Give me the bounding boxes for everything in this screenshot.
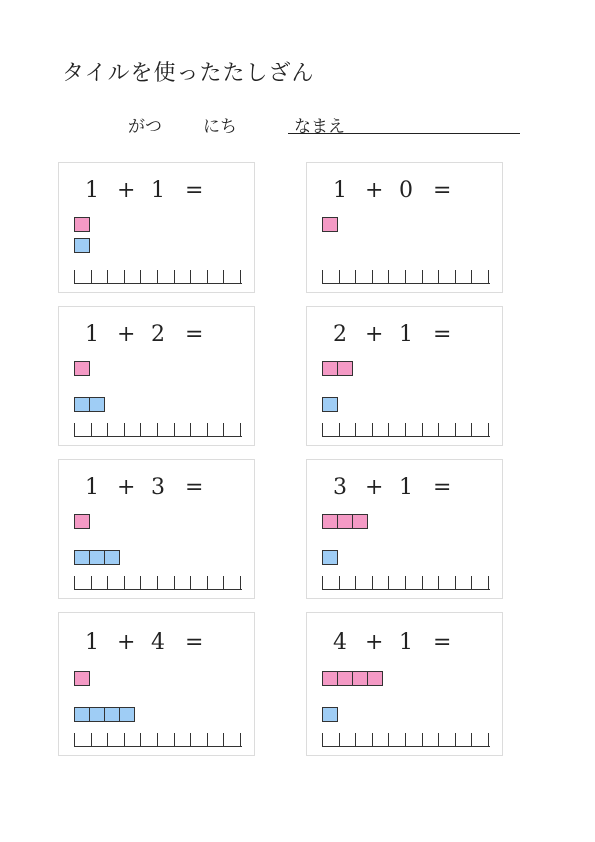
second-addend-tiles <box>322 707 337 722</box>
first-addend: 2 <box>333 322 347 347</box>
problem-card <box>58 612 255 756</box>
equals-sign: = <box>433 322 452 347</box>
plus-sign: + <box>365 630 384 655</box>
first-addend: 1 <box>85 322 99 347</box>
ruler-tick <box>488 270 489 283</box>
ruler-tick <box>140 576 141 589</box>
equation <box>59 473 256 503</box>
ruler-tick <box>438 270 439 283</box>
ruler-tick <box>157 270 158 283</box>
tile-ruler <box>322 270 490 284</box>
first-addend-tile <box>322 217 338 232</box>
ruler-tick <box>91 576 92 589</box>
problem-card <box>306 306 503 446</box>
first-addend-tile <box>74 671 90 686</box>
tile-ruler <box>322 733 490 747</box>
ruler-tick <box>240 733 241 746</box>
ruler-tick <box>355 733 356 746</box>
ruler-tick <box>455 576 456 589</box>
ruler-tick <box>240 270 241 283</box>
ruler-tick <box>190 423 191 436</box>
ruler-tick <box>455 270 456 283</box>
ruler-tick <box>372 423 373 436</box>
ruler-tick <box>74 733 75 746</box>
plus-sign: + <box>365 178 384 203</box>
ruler-tick <box>140 423 141 436</box>
ruler-tick <box>223 270 224 283</box>
ruler-tick <box>157 733 158 746</box>
second-addend: 3 <box>151 475 165 500</box>
ruler-tick <box>107 270 108 283</box>
first-addend-tile <box>322 514 338 529</box>
first-addend: 4 <box>333 630 347 655</box>
second-addend-tile <box>74 550 90 565</box>
first-addend: 3 <box>333 475 347 500</box>
ruler-tick <box>471 423 472 436</box>
equals-sign: = <box>185 322 204 347</box>
ruler-tick <box>140 270 141 283</box>
second-addend: 1 <box>151 178 165 203</box>
ruler-tick <box>388 733 389 746</box>
ruler-tick <box>190 270 191 283</box>
tile-ruler <box>74 733 242 747</box>
plus-sign: + <box>117 322 136 347</box>
first-addend-tile <box>337 514 353 529</box>
second-addend-tile <box>104 550 120 565</box>
second-addend-tile <box>74 397 90 412</box>
ruler-tick <box>157 423 158 436</box>
month-label: がつ <box>128 117 162 137</box>
ruler-tick <box>372 270 373 283</box>
ruler-tick <box>107 423 108 436</box>
ruler-tick <box>124 733 125 746</box>
problem-card <box>58 459 255 599</box>
ruler-tick <box>339 270 340 283</box>
ruler-tick <box>223 576 224 589</box>
first-addend-tile <box>352 514 368 529</box>
first-addend-tile <box>322 361 338 376</box>
first-addend-tile <box>352 671 368 686</box>
second-addend-tile <box>89 397 105 412</box>
equals-sign: = <box>433 475 452 500</box>
ruler-tick <box>388 423 389 436</box>
first-addend: 1 <box>85 475 99 500</box>
ruler-tick <box>438 733 439 746</box>
ruler-tick <box>124 270 125 283</box>
second-addend-tiles <box>74 238 89 253</box>
ruler-tick <box>405 423 406 436</box>
ruler-tick <box>339 576 340 589</box>
ruler-tick <box>91 270 92 283</box>
problem-card <box>306 612 503 756</box>
ruler-tick <box>488 733 489 746</box>
equation <box>307 320 504 350</box>
ruler-tick <box>372 733 373 746</box>
second-addend: 2 <box>151 322 165 347</box>
ruler-tick <box>388 270 389 283</box>
ruler-tick <box>74 423 75 436</box>
second-addend-tiles <box>322 397 337 412</box>
ruler-tick <box>240 576 241 589</box>
ruler-tick <box>355 270 356 283</box>
first-addend-tile <box>337 671 353 686</box>
name-label: なまえ <box>294 117 345 137</box>
tile-ruler <box>74 423 242 437</box>
equals-sign: = <box>185 178 204 203</box>
ruler-tick <box>107 733 108 746</box>
second-addend: 1 <box>399 630 413 655</box>
ruler-tick <box>322 576 323 589</box>
first-addend-tiles <box>74 671 89 686</box>
ruler-tick <box>174 270 175 283</box>
first-addend-tiles <box>322 671 382 686</box>
ruler-tick <box>174 733 175 746</box>
second-addend-tile <box>322 550 338 565</box>
ruler-tick <box>140 733 141 746</box>
worksheet-title: タイルを使ったたしざん <box>62 61 315 86</box>
second-addend: 1 <box>399 475 413 500</box>
ruler-tick <box>488 576 489 589</box>
tile-ruler <box>74 576 242 590</box>
ruler-tick <box>455 423 456 436</box>
equals-sign: = <box>433 630 452 655</box>
ruler-tick <box>322 423 323 436</box>
second-addend-tile <box>74 238 90 253</box>
plus-sign: + <box>117 178 136 203</box>
first-addend: 1 <box>85 630 99 655</box>
problem-card <box>306 459 503 599</box>
ruler-tick <box>207 576 208 589</box>
ruler-tick <box>174 576 175 589</box>
ruler-tick <box>438 423 439 436</box>
ruler-tick <box>91 733 92 746</box>
first-addend-tile <box>74 217 90 232</box>
ruler-tick <box>422 576 423 589</box>
first-addend-tile <box>367 671 383 686</box>
first-addend-tile <box>337 361 353 376</box>
equals-sign: = <box>433 178 452 203</box>
ruler-tick <box>124 423 125 436</box>
plus-sign: + <box>365 475 384 500</box>
second-addend: 0 <box>399 178 413 203</box>
ruler-tick <box>422 270 423 283</box>
ruler-tick <box>471 270 472 283</box>
ruler-tick <box>190 576 191 589</box>
second-addend-tile <box>322 397 338 412</box>
tile-ruler <box>322 576 490 590</box>
second-addend: 4 <box>151 630 165 655</box>
equals-sign: = <box>185 630 204 655</box>
ruler-tick <box>74 270 75 283</box>
second-addend: 1 <box>399 322 413 347</box>
name-write-line <box>288 133 520 134</box>
second-addend-tiles <box>74 550 119 565</box>
equation <box>307 176 504 206</box>
first-addend-tile <box>322 671 338 686</box>
first-addend-tiles <box>74 514 89 529</box>
ruler-tick <box>488 423 489 436</box>
equation <box>59 628 256 658</box>
ruler-tick <box>174 423 175 436</box>
second-addend-tile <box>104 707 120 722</box>
equals-sign: = <box>185 475 204 500</box>
first-addend-tiles <box>74 217 89 232</box>
second-addend-tile <box>322 707 338 722</box>
first-addend-tile <box>74 361 90 376</box>
ruler-tick <box>207 270 208 283</box>
ruler-tick <box>438 576 439 589</box>
ruler-tick <box>207 733 208 746</box>
first-addend-tiles <box>322 361 352 376</box>
ruler-tick <box>339 423 340 436</box>
ruler-tick <box>322 270 323 283</box>
ruler-tick <box>422 423 423 436</box>
ruler-tick <box>223 733 224 746</box>
second-addend-tiles <box>322 550 337 565</box>
ruler-tick <box>422 733 423 746</box>
ruler-tick <box>405 733 406 746</box>
second-addend-tiles <box>74 707 134 722</box>
ruler-tick <box>471 576 472 589</box>
plus-sign: + <box>117 630 136 655</box>
tile-ruler <box>74 270 242 284</box>
ruler-tick <box>322 733 323 746</box>
day-label: にち <box>203 117 237 137</box>
problem-card <box>306 162 503 293</box>
tile-ruler <box>322 423 490 437</box>
ruler-tick <box>240 423 241 436</box>
second-addend-tile <box>89 550 105 565</box>
ruler-tick <box>372 576 373 589</box>
ruler-tick <box>388 576 389 589</box>
ruler-tick <box>355 576 356 589</box>
first-addend: 1 <box>85 178 99 203</box>
ruler-tick <box>405 270 406 283</box>
problem-card <box>58 162 255 293</box>
ruler-tick <box>207 423 208 436</box>
ruler-tick <box>355 423 356 436</box>
ruler-tick <box>471 733 472 746</box>
ruler-tick <box>190 733 191 746</box>
second-addend-tile <box>119 707 135 722</box>
ruler-tick <box>157 576 158 589</box>
first-addend-tiles <box>74 361 89 376</box>
first-addend-tiles <box>322 514 367 529</box>
first-addend-tile <box>74 514 90 529</box>
second-addend-tile <box>74 707 90 722</box>
second-addend-tiles <box>74 397 104 412</box>
ruler-tick <box>339 733 340 746</box>
ruler-tick <box>455 733 456 746</box>
equation <box>307 473 504 503</box>
plus-sign: + <box>365 322 384 347</box>
ruler-tick <box>74 576 75 589</box>
equation <box>307 628 504 658</box>
ruler-tick <box>107 576 108 589</box>
ruler-tick <box>405 576 406 589</box>
second-addend-tile <box>89 707 105 722</box>
first-addend-tiles <box>322 217 337 232</box>
ruler-tick <box>124 576 125 589</box>
first-addend: 1 <box>333 178 347 203</box>
plus-sign: + <box>117 475 136 500</box>
equation <box>59 176 256 206</box>
ruler-tick <box>223 423 224 436</box>
ruler-tick <box>91 423 92 436</box>
equation <box>59 320 256 350</box>
problem-card <box>58 306 255 446</box>
